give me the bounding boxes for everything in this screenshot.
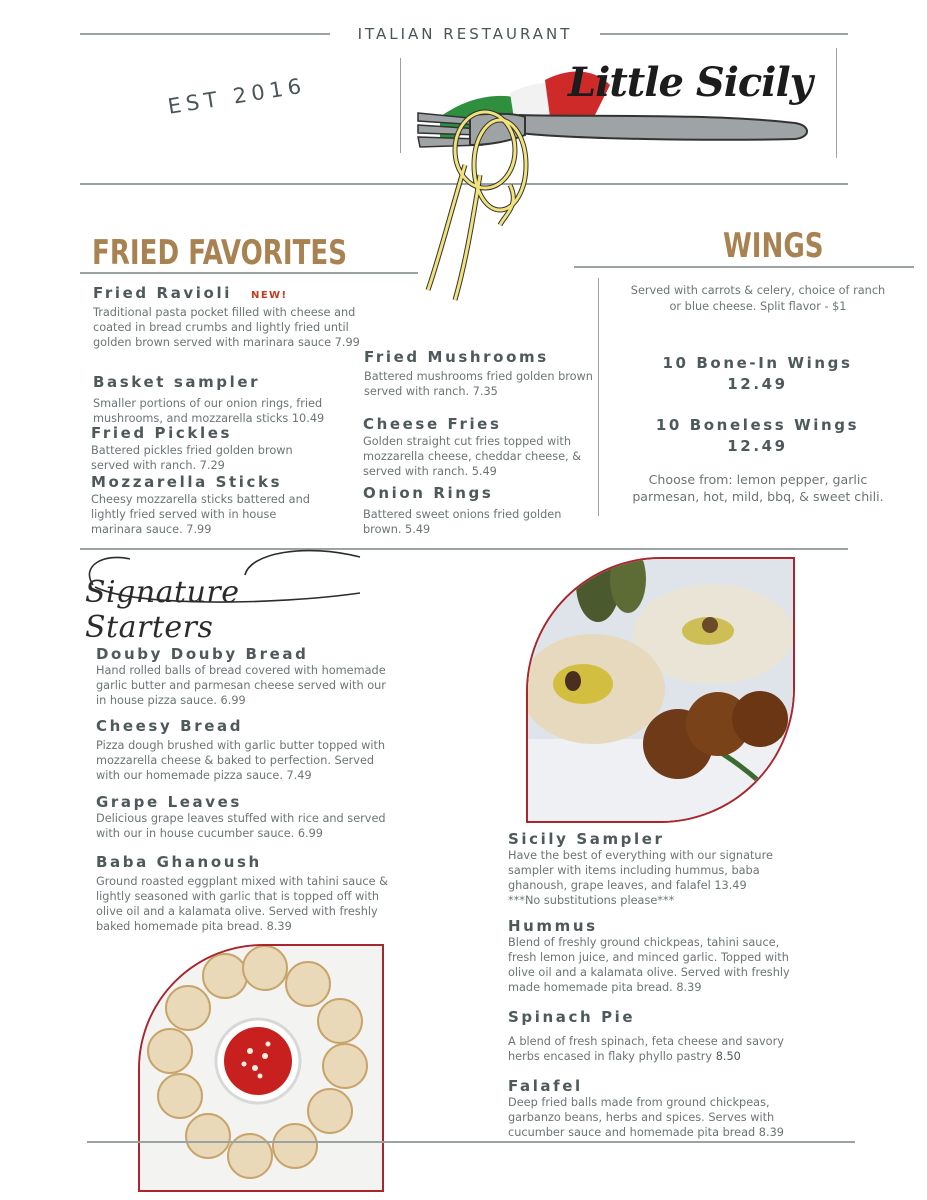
fried-favorites-rule	[80, 272, 418, 274]
wings-flavor-choices: Choose from: lemon pepper, garlic parmesan, hot, mild, bbq, & sweet chili.	[632, 472, 884, 504]
menu-item-baba-ghanoush	[96, 853, 401, 934]
signature-starters-title: Signature Starters	[85, 575, 240, 645]
item-name: Baba Ghanoush	[96, 853, 262, 871]
menu-item-basket-sampler	[93, 373, 353, 426]
menu-item-hummus	[508, 917, 808, 995]
item-name: Falafel	[508, 1077, 583, 1095]
header-rule-left	[80, 33, 330, 35]
menu-item-fried-pickles	[91, 424, 331, 473]
menu-item-fried-mushrooms	[364, 348, 594, 399]
item-name: Onion Rings	[363, 484, 494, 502]
item-desc: Battered sweet onions fried golden brown. 5.49	[363, 508, 562, 536]
item-desc	[508, 1034, 808, 1064]
item-desc: Golden straight cut fries topped with mozzarella cheese, cheddar cheese, & served with ranch. 5.49	[363, 435, 582, 478]
logo-text: Little Sicily	[568, 59, 812, 106]
menu-item-douby-douby-bread	[96, 645, 396, 708]
menu-item-falafel	[508, 1077, 808, 1140]
item-name: Spinach Pie	[508, 1008, 636, 1026]
wing-item-price: 12.49	[727, 437, 788, 455]
menu-item-onion-rings	[363, 484, 588, 537]
footer-rule	[87, 1141, 855, 1143]
signature-starters-title-block	[75, 545, 365, 645]
item-desc: Deep fried balls made from ground chickpeas, garbanzo beans, herbs and spices. Serves with cucumber sauce and homemade pita bread 8.39	[508, 1096, 784, 1139]
item-name: Mozzarella Sticks	[91, 473, 283, 491]
mezze-platter-image	[528, 559, 793, 821]
fried-favorites-title: FRIED FAVORITES	[92, 232, 347, 273]
wing-item-boneless	[620, 415, 895, 457]
douby-bread-image	[140, 946, 382, 1190]
menu-item-spinach-pie	[508, 1008, 808, 1064]
item-name: Fried Mushrooms	[364, 348, 549, 366]
wing-item-name: 10 Boneless Wings	[655, 416, 860, 434]
item-name: Sicily Sampler	[508, 830, 665, 848]
item-desc: Pizza dough brushed with garlic butter topped with mozzarella cheese & baked to perfection. Served with our homemade pizza sauce. 7.49	[96, 739, 386, 782]
item-name: Cheesy Bread	[96, 717, 244, 735]
menu-item-mozzarella-sticks	[91, 473, 331, 537]
item-name: Grape Leaves	[96, 793, 242, 811]
mezze-platter-photo	[526, 557, 795, 823]
wing-item-name: 10 Bone-In Wings	[662, 354, 853, 372]
menu-item-fried-ravioli	[93, 283, 363, 350]
menu-item-cheese-fries	[363, 415, 598, 479]
item-desc: Battered mushrooms fried golden brown served with ranch. 7.35	[364, 370, 593, 398]
item-price: 8.50	[715, 1050, 741, 1063]
item-name: Hummus	[508, 917, 598, 935]
item-name: Basket sampler	[93, 373, 261, 391]
item-desc: Battered pickles fried golden brown served with ranch. 7.29	[91, 444, 293, 472]
item-desc: Delicious grape leaves stuffed with rice and served with our in house cucumber sauce. 6.99	[96, 812, 386, 840]
item-desc: Ground roasted eggplant mixed with tahini sauce & lightly seasoned with garlic that is topped off with olive oil and a kalamata olive. Served with freshly baked homemade pita bread. 8.39	[96, 875, 388, 933]
menu-item-cheesy-bread	[96, 717, 391, 783]
item-name: Fried Ravioli	[93, 284, 232, 302]
wings-note: Served with carrots & celery, choice of ranch or blue cheese. Split flavor - $1	[630, 284, 886, 313]
menu-item-grape-leaves	[96, 793, 386, 841]
item-desc: Have the best of everything with our signature sampler with items including hummus, baba ghanoush, grape leaves, and falafel 13.49	[508, 849, 773, 892]
established-label: EST 2016	[166, 73, 308, 119]
item-desc: Blend of freshly ground chickpeas, tahini sauce, fresh lemon juice, and minced garlic. Topped with olive oil and a kalamata olive. Served with freshly made homemade pita bread. 8.39	[508, 936, 790, 994]
menu-item-sicily-sampler	[508, 830, 803, 908]
wing-item-bone-in	[620, 353, 895, 395]
item-desc: Cheesy mozzarella sticks battered and lightly fried served with in house marinara sauce. 7.99	[91, 493, 310, 536]
item-note: ***No substitutions please***	[508, 894, 675, 907]
item-name: Douby Douby Bread	[96, 645, 309, 663]
item-name: Fried Pickles	[91, 424, 233, 442]
restaurant-type-label: ITALIAN RESTAURANT	[330, 25, 600, 43]
header-divider-right	[836, 48, 837, 158]
wings-title: WINGS	[723, 225, 824, 266]
item-desc: Smaller portions of our onion rings, fried mushrooms, and mozzarella sticks 10.49	[93, 397, 325, 425]
item-desc-text: A blend of fresh spinach, feta cheese and savory herbs encased in flaky phyllo pastry	[508, 1035, 784, 1063]
wings-rule	[574, 266, 914, 268]
item-desc: Traditional pasta pocket filled with cheese and coated in bread crumbs and lightly fried until golden brown served with marinara sauce 7.99	[93, 306, 360, 349]
wing-item-price: 12.49	[727, 375, 788, 393]
new-badge: NEW!	[251, 290, 288, 301]
header-divider-left	[400, 58, 401, 153]
item-name: Cheese Fries	[363, 415, 502, 433]
wings-divider	[598, 278, 599, 516]
douby-bread-photo	[138, 944, 384, 1192]
item-desc: Hand rolled balls of bread covered with homemade garlic butter and parmesan cheese served with our in house pizza sauce. 6.99	[96, 664, 386, 707]
header-rule-right	[600, 33, 848, 35]
